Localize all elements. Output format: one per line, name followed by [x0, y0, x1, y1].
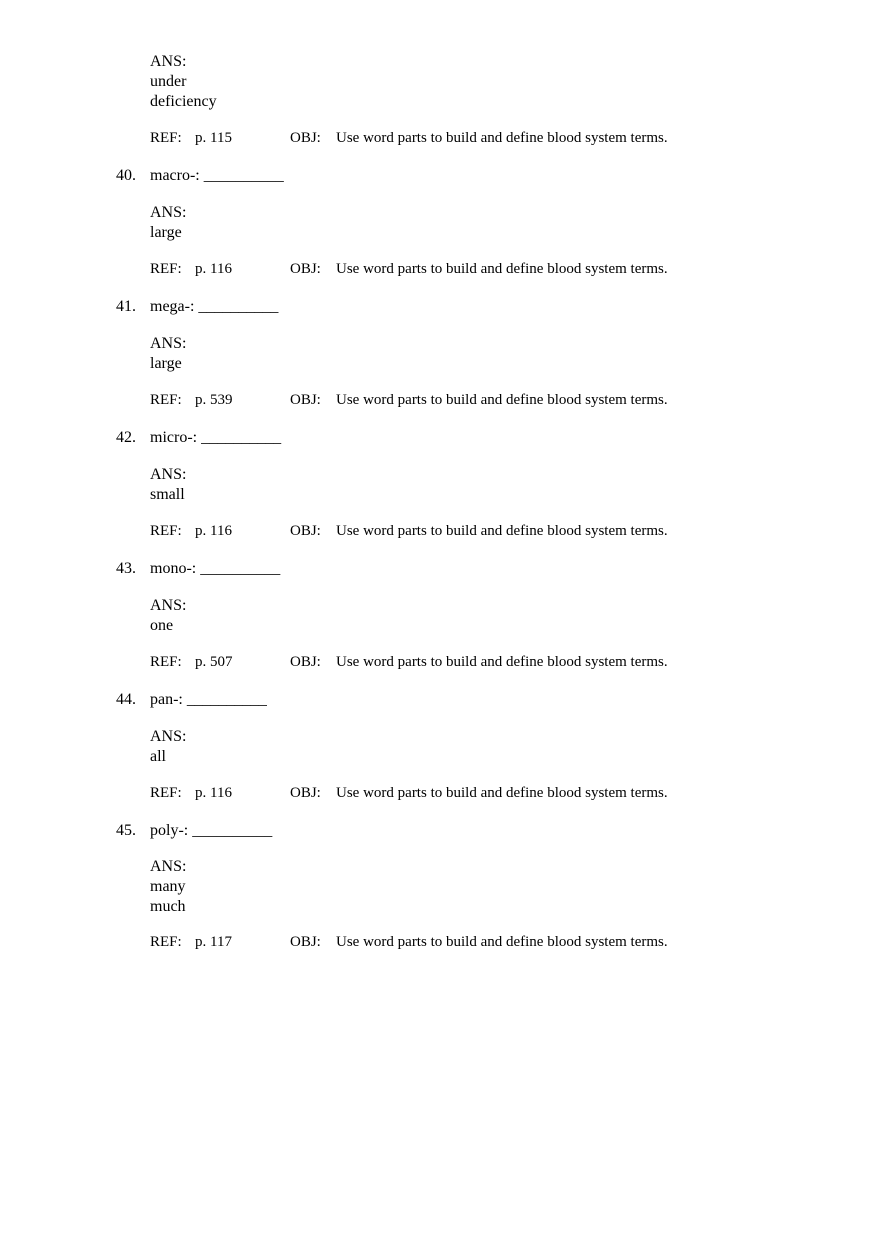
answer-block — [150, 727, 186, 767]
answer-text: large — [150, 355, 182, 372]
ref-label: REF: — [150, 130, 182, 146]
obj-label: OBJ: — [290, 785, 321, 801]
ref-page: p. 115 — [195, 130, 232, 146]
answer-label: ANS: — [150, 728, 187, 745]
answer-label: ANS: — [150, 204, 187, 221]
obj-label: OBJ: — [290, 392, 321, 408]
question-number: 43. — [116, 560, 136, 577]
question-number: 40. — [116, 167, 136, 184]
answer-text: small — [150, 486, 185, 503]
answer-block — [150, 465, 186, 505]
obj-label: OBJ: — [290, 654, 321, 670]
answer-label: ANS: — [150, 597, 187, 614]
obj-text: Use word parts to build and define blood system terms. — [336, 392, 668, 408]
obj-label: OBJ: — [290, 934, 321, 950]
question-prompt: macro-: __________ — [150, 167, 284, 184]
question-prompt: poly-: __________ — [150, 822, 273, 839]
obj-text: Use word parts to build and define blood system terms. — [336, 934, 668, 950]
answer-block — [150, 203, 186, 243]
question-number: 41. — [116, 298, 136, 315]
answer-block — [150, 596, 186, 636]
obj-text: Use word parts to build and define blood system terms. — [336, 654, 668, 670]
answer-block — [150, 52, 217, 112]
ref-label: REF: — [150, 261, 182, 277]
ref-page: p. 116 — [195, 523, 232, 539]
ref-label: REF: — [150, 392, 182, 408]
obj-text: Use word parts to build and define blood system terms. — [336, 261, 668, 277]
obj-label: OBJ: — [290, 523, 321, 539]
question-prompt: mega-: __________ — [150, 298, 279, 315]
ref-label: REF: — [150, 934, 182, 950]
answer-label: ANS: — [150, 858, 187, 875]
question-prompt: pan-: __________ — [150, 691, 267, 708]
question-number: 44. — [116, 691, 136, 708]
ref-page: p. 116 — [195, 261, 232, 277]
question-prompt: micro-: __________ — [150, 429, 282, 446]
answer-text: much — [150, 898, 186, 915]
ref-page: p. 117 — [195, 934, 232, 950]
obj-text: Use word parts to build and define blood system terms. — [336, 785, 668, 801]
ref-page: p. 116 — [195, 785, 232, 801]
obj-text: Use word parts to build and define blood system terms. — [336, 130, 668, 146]
ref-page: p. 539 — [195, 392, 233, 408]
answer-text: all — [150, 748, 166, 765]
answer-label: ANS: — [150, 466, 187, 483]
answer-label: ANS: — [150, 53, 187, 70]
question-prompt: mono-: __________ — [150, 560, 281, 577]
answer-text: large — [150, 224, 182, 241]
answer-text: deficiency — [150, 93, 217, 110]
ref-label: REF: — [150, 654, 182, 670]
question-number: 42. — [116, 429, 136, 446]
obj-text: Use word parts to build and define blood system terms. — [336, 523, 668, 539]
question-number: 45. — [116, 822, 136, 839]
ref-label: REF: — [150, 785, 182, 801]
obj-label: OBJ: — [290, 261, 321, 277]
answer-block — [150, 857, 186, 917]
obj-label: OBJ: — [290, 130, 321, 146]
answer-block — [150, 334, 186, 374]
ref-page: p. 507 — [195, 654, 233, 670]
ref-label: REF: — [150, 523, 182, 539]
answer-text: many — [150, 878, 186, 895]
answer-text: one — [150, 617, 174, 634]
answer-text: under — [150, 73, 187, 90]
answer-label: ANS: — [150, 335, 187, 352]
